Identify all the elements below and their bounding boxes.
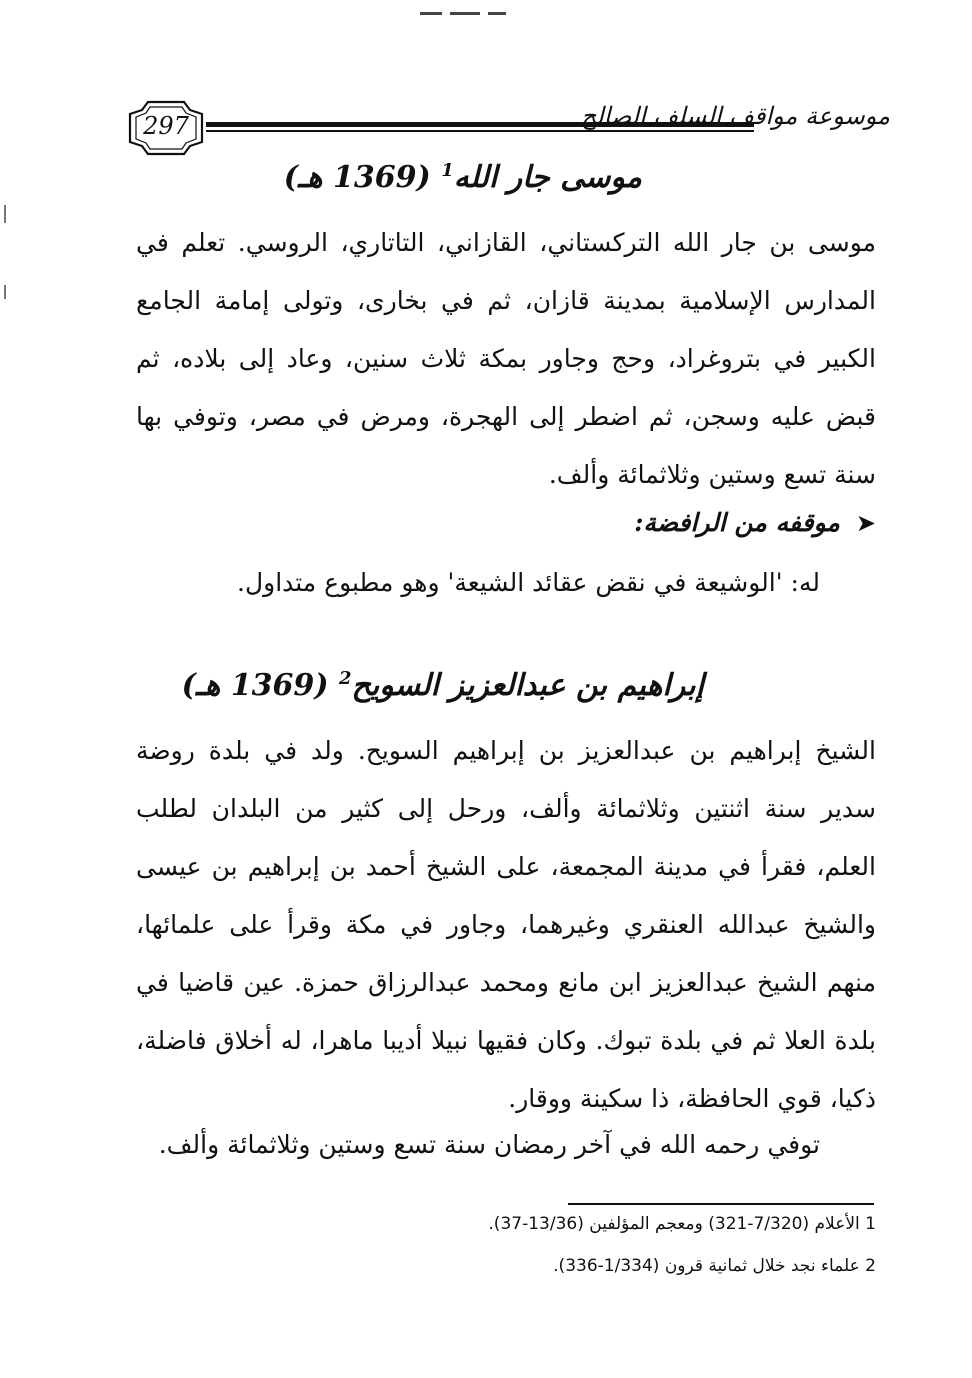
- page-number: 297: [143, 112, 189, 140]
- section-title-1: [284, 160, 642, 195]
- section-title-year: (1369 هـ): [283, 160, 431, 195]
- footnote-ref: 2: [338, 668, 352, 689]
- section-title-name: إبراهيم بن عبدالعزيز السويح: [351, 668, 704, 703]
- subheading-stance: [634, 508, 876, 537]
- footnote-text: الأعلام (7/320-321) ومعجم المؤلفين (13/36-37).: [488, 1214, 860, 1234]
- footnote-2: [553, 1256, 876, 1276]
- footnote-ref: 1: [441, 160, 454, 181]
- death-line: توفي رحمه الله في آخر رمضان سنة تسع وستين وثلاثمائة وألف.: [158, 1130, 820, 1159]
- section-title-2: [182, 668, 704, 703]
- footnote-1: [488, 1214, 876, 1234]
- book-title: موسوعة مواقف السلف الصالح: [580, 102, 890, 130]
- scan-edge-mark: [4, 285, 6, 299]
- subheading-text: موقفه من الرافضة:: [634, 508, 840, 537]
- scan-top-marks: [420, 0, 540, 8]
- page-header: [128, 100, 890, 160]
- section-title-name: موسى جار الله: [453, 160, 642, 195]
- section-title-year: (1369 هـ): [181, 668, 329, 703]
- page-number-badge: [128, 100, 204, 156]
- biography-paragraph-1: موسى بن جار الله التركستاني، القازاني، التاتاري، الروسي. تعلم في المدارس الإسلامية بمدينة قازان، ثم في بخارى، وتولى إمامة الجامع الكبير في بتروغراد، وحج وجاور بمكة ثلاث سنين، وعاد إلى بلاده، ثم قبض عليه وسجن، ثم اضطر إلى الهجرة، ومرض في مصر، وتوفي بها سنة تسع وستين وثلاثمائة وألف.: [136, 228, 876, 489]
- footnote-number: 1: [865, 1214, 876, 1234]
- footnote-text: علماء نجد خلال ثمانية قرون (1/334-336).: [553, 1256, 860, 1276]
- footnote-number: 2: [865, 1256, 876, 1276]
- work-line: له: 'الوشيعة في نقض عقائد الشيعة' وهو مطبوع متداول.: [237, 568, 820, 597]
- scan-edge-mark: [4, 205, 6, 223]
- biography-paragraph-2: الشيخ إبراهيم بن عبدالعزيز بن إبراهيم السويح. ولد في بلدة روضة سدير سنة اثنتين وثلاثمائة وألف، ورحل إلى كثير من البلدان لطلب العلم، فقرأ في مدينة المجمعة، على الشيخ أحمد بن إبراهيم بن عيسى والشيخ عبدالله العنقري وغيرهما، وجاور في مكة وقرأ على علمائها، منهم الشيخ عبدالعزيز ابن مانع ومحمد عبدالرزاق حمزة. عين قاضيا في بلدة العلا ثم في بلدة تبوك. وكان فقيها نبيلا أديبا ماهرا، له أخلاق فاضلة، ذكيا، قوي الحافظة، ذا سكينة ووقار.: [136, 736, 876, 1113]
- footnote-separator: [568, 1203, 874, 1205]
- arrow-left-icon: ➤: [855, 509, 876, 537]
